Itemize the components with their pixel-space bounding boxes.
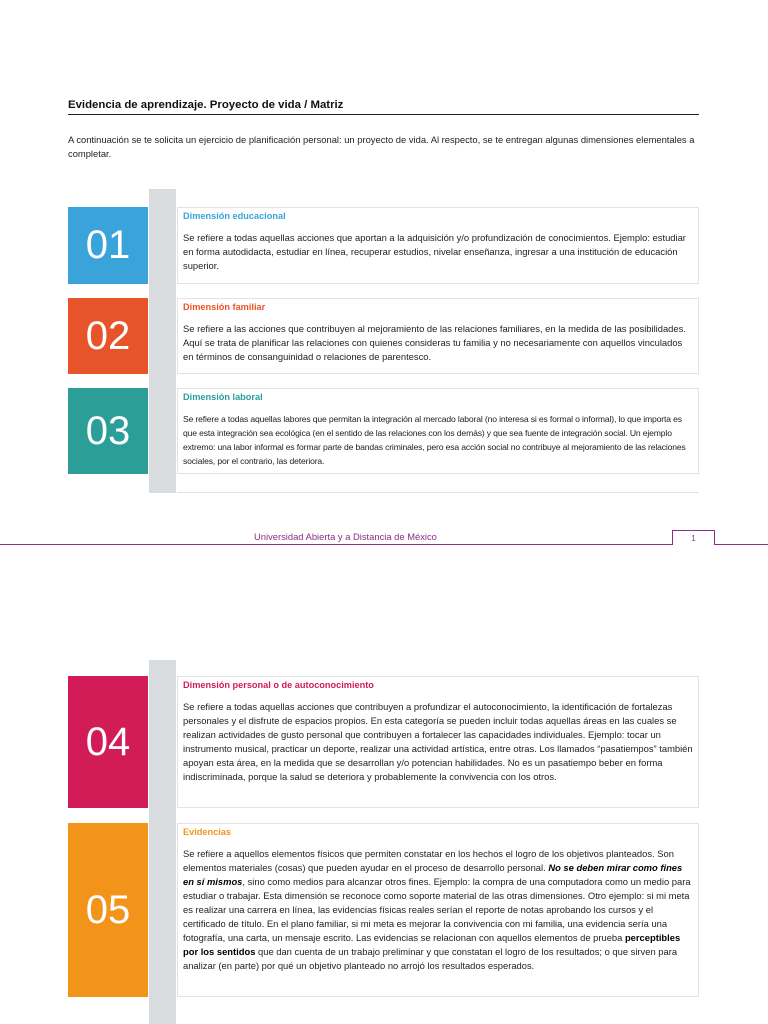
dimension-number-box xyxy=(68,207,148,284)
evidence-emphasis: perceptibles por los sentidos xyxy=(183,932,681,957)
dimension-number-box xyxy=(68,823,148,997)
evidence-text-part: que dan cuenta de un trabajo preliminar y que constatan el logro de los resultados; o que sirven para analizar (en parte) por qué un objetivo planteado no arrojó los resultados esperados. xyxy=(183,946,678,971)
dimension-title: Dimensión educacional xyxy=(183,211,286,221)
dimension-description: Se refiere a todas aquellas acciones que aportan a la adquisición y/o profundización de conocimientos. Ejemplo: estudiar en forma autodidacta, estudiar en línea, recuperar estudios, nivelar enseñanza, ingresar a una institución de educación superior. xyxy=(183,232,686,271)
dimension-title: Dimensión personal o de autoconocimiento xyxy=(183,680,374,690)
spine-bar xyxy=(149,660,176,1024)
dimension-description: Se refiere a las acciones que contribuyen al mejoramiento de las relaciones familiares, en la medida de las posibilidades. Aquí se trata de planificar las relaciones con quienes consideras tu familia y no necesariamente con aquellos vinculados en términos de consanguinidad o relaciones de parentesco. xyxy=(183,323,686,362)
dimension-card-educacional xyxy=(177,207,699,284)
dimension-description: Se refiere a todas aquellas labores que permitan la integración al mercado laboral (no interesa si es formal o informal), lo que importa es que esta integración sea ecológica (en el sentido de las relaciones con los demás) y que sea fuente de integración social. Un ejemplo extremo: una labor informal es formar parte de bandas criminales, pero esa acción social no contribuye al mejoramiento de las relaciones sociales, por el contrario, las deteriora. xyxy=(183,414,686,466)
spine-bar xyxy=(149,189,176,493)
footer-institution: Universidad Abierta y a Distancia de México xyxy=(254,531,437,542)
dimension-card-evidencias xyxy=(177,823,699,997)
intro-paragraph: A continuación se te solicita un ejercicio de planificación personal: un proyecto de vida. Al respecto, se te entregan algunas dimensiones elementales a completar. xyxy=(68,134,695,159)
section-bottom-rule xyxy=(177,492,699,493)
dimension-number: 02 xyxy=(85,313,131,358)
dimension-number: 01 xyxy=(85,223,131,267)
dimension-card-familiar xyxy=(177,298,699,374)
dimension-number: 05 xyxy=(85,887,131,932)
evidence-text-part: , sino como medios para alcanzar otros fines. Ejemplo: la compra de una computadora como un medio para estudiar o trabajar. Esta dimensión se reconoce como soporte material de las otras dimensiones. Otro ejemplo: si mi meta es realizar una carrera en línea, las evidencias físicas reales serían el reporte de notas aprobando los cursos y el certificado de título. En el plano familiar, si mi meta es mejorar la convivencia con mi familia, una evidencia sería una fotografía, una carta, un mensaje escrito. Las evidencias se relacionan con aquellos elementos de prueba xyxy=(183,876,691,943)
dimension-number: 04 xyxy=(85,719,131,764)
dimension-number-box xyxy=(68,676,148,808)
title-divider xyxy=(68,114,699,115)
dimension-card-laboral xyxy=(177,388,699,474)
dimension-number-box xyxy=(68,388,148,474)
footer-rule xyxy=(0,544,672,545)
evidence-emphasis: No se deben mirar como fines en sí mismos xyxy=(183,862,683,887)
dimension-number: 03 xyxy=(85,408,131,453)
footer-rule xyxy=(714,544,768,545)
dimension-title: Dimensión familiar xyxy=(183,302,266,312)
dimension-description: Se refiere a todas aquellas acciones que contribuyen a profundizar el autoconocimiento, la identificación de fortalezas personales y el disfrute de espacios propios. En esta categoría se pueden incluir todas aquellas áreas en las cuales se realizan actividades de gusto personal que contribuyen a fortalecer las capacidades individuales. Ejemplo: tocar un instrumento musical, practicar un deporte, realizar una actividad artística, entre otras. Los llamados “pasatiempos” también apoyan esta área, en la medida que se desarrollan y/o potencian habilidades. No es un pasatiempo beber en forma indiscriminada, porque la salud se deteriora y probablemente la convivencia con los otros. xyxy=(183,701,693,782)
dimension-description xyxy=(183,847,693,973)
document-title: Evidencia de aprendizaje. Proyecto de vida / Matriz xyxy=(68,99,344,111)
dimension-card-personal xyxy=(177,676,699,808)
page-number: 1 xyxy=(672,530,715,545)
dimension-title: Dimensión laboral xyxy=(183,392,263,402)
dimension-number-box xyxy=(68,298,148,374)
evidence-text-part: Se refiere a aquellos elementos físicos que permiten constatar en los hechos el logro de los objetivos planteados. Son elementos materiales (cosas) que pueden ayudar en el proceso de desarrollo personal. xyxy=(183,848,674,873)
dimension-title: Evidencias xyxy=(183,827,232,837)
